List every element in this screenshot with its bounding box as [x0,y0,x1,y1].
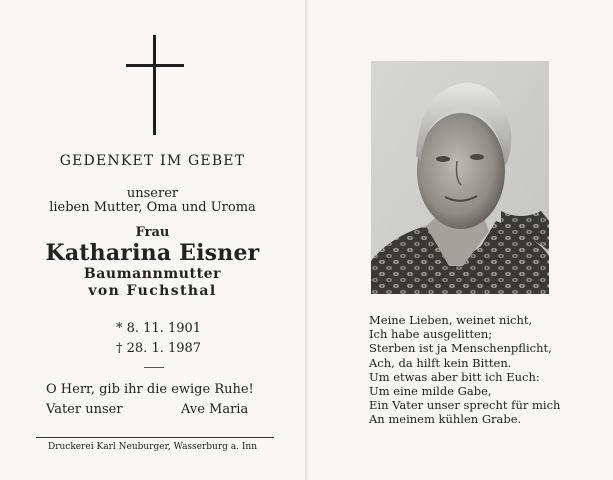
divider [144,367,164,368]
left-panel [0,0,305,480]
prayer-vater-unser: Vater unser [46,402,123,417]
deceased-name: Katharina Eisner [45,240,260,266]
poem-line: Um eine milde Gabe, [369,384,492,399]
footer-rule [36,437,274,438]
cross-icon [126,35,184,135]
poem-line: Sterben ist ja Menschenpflicht, [369,341,552,356]
poem-line: Ach, da hilft kein Bitten. [369,355,512,370]
prayer-line: O Herr, gib ihr die ewige Ruhe! [46,382,254,397]
occupation: Baumannmutter [83,266,222,282]
prayer-ave-maria: Ave Maria [181,402,249,417]
poem-line: Ein Vater unser sprecht für mich [369,398,561,413]
poem-line: An meinem kühlen Grabe. [369,412,522,427]
poem [369,313,560,427]
intro-line-1: unserer [126,186,179,201]
birth-date: * 8. 11. 1901 [116,321,202,336]
origin: von Fuchsthal [88,283,217,299]
death-date: † 28. 1. 1987 [116,341,202,356]
heading: GEDENKET IM GEBET [59,153,246,169]
poem-line: Um etwas aber bitt ich Euch: [369,369,540,384]
printer-credit: Druckerei Karl Neuburger, Wasserburg a. Inn [47,442,258,452]
salutation: Frau [135,225,170,240]
intro-line-2: lieben Mutter, Oma und Uroma [49,200,256,215]
portrait-photo [371,61,549,294]
poem-line: Ich habe ausgelitten; [369,327,493,342]
poem-line: Meine Lieben, weinet nicht, [369,313,533,327]
